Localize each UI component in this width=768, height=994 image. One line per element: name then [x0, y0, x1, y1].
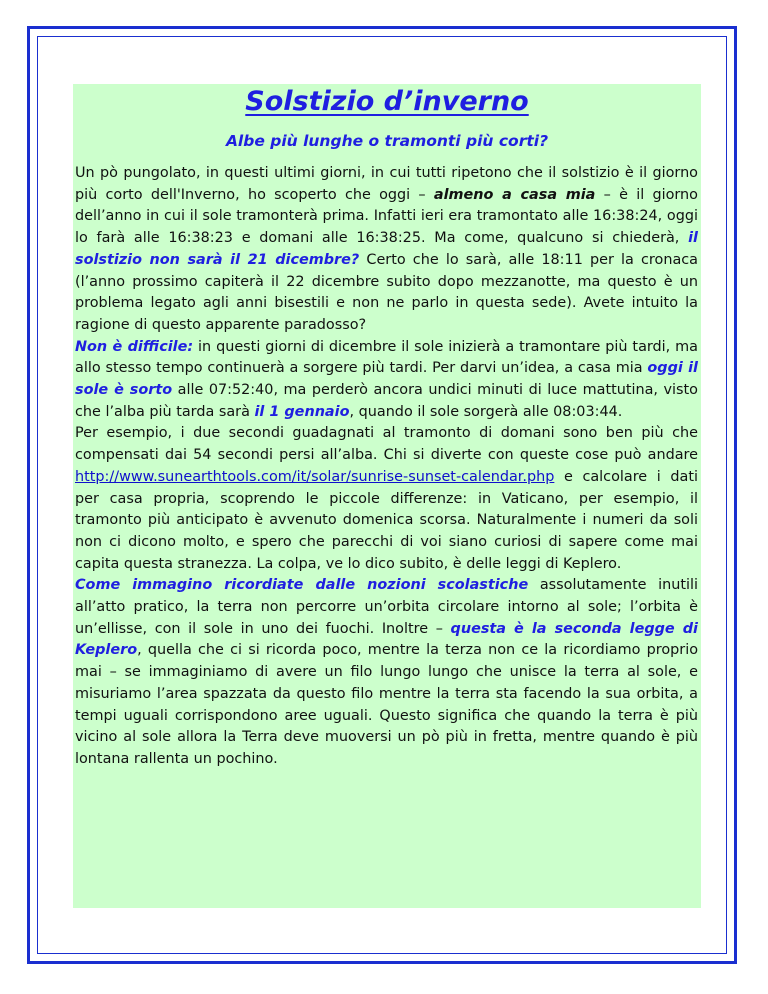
paragraph-3 [75, 423, 698, 575]
text: in questi giorni di dicembre il sole inizierà a tramontare più tardi, ma allo stesso tempo continuerà a sorgere più tardi. Per darvi un’idea, a casa mia [75, 338, 698, 377]
article-subtitle: Albe più lunghe o tramonti più corti? [225, 132, 549, 150]
paragraph-2 [75, 337, 698, 424]
text: e calcolare i dati per casa propria, scoprendo le piccole differenze: in Vaticano, per esempio, il tramonto più anticipato è avvenuto domenica scorsa. Naturalmente i numeri da soli non ci dicono molto, e spero che parecchi di voi siano curiosi di sapere come mai capita questa stranezza. La colpa, ve lo dico subito, è delle leggi di Keplero. [75, 468, 698, 572]
article-body [75, 163, 698, 771]
emphasis: questa è la seconda legge di Keplero [75, 620, 698, 659]
emphasis: almeno a casa mia [433, 186, 596, 203]
emphasis: Non è difficile: [75, 338, 194, 355]
text: assolutamente inutili all’atto pratico, la terra non percorre un’orbita circolare intorno al sole; l’orbita è un’ellisse, con il sole in uno dei fuochi. Inoltre – [75, 577, 698, 637]
text: , quando il sole sorgerà alle 08:03:44. [349, 403, 623, 420]
text: alle 07:52:40, ma perderò ancora undici minuti di luce mattutina, visto che l’alba più tarda sarà [75, 382, 698, 420]
emphasis: il solstizio non sarà il 21 dicembre? [75, 230, 698, 268]
paragraph-1 [75, 163, 698, 337]
sunearthtools-link[interactable]: http://www.sunearthtools.com/it/solar/sunrise-sunset-calendar.php [75, 468, 555, 485]
emphasis: il 1 gennaio [254, 403, 350, 420]
article-title: Solstizio d’inverno [245, 86, 529, 117]
text: Per esempio, i due secondi guadagnati al tramonto di domani sono ben più che compensati dai 54 secondi persi all’alba. Chi si diverte con queste cose può andare [75, 425, 698, 464]
text: , quella che ci si ricorda poco, mentre la terza non ce la ricordiamo proprio mai – se immaginiamo di avere un filo lungo lungo che unisce la terra al sole, e misuriamo l’area spazzata da questo filo mentre la terra sta facendo la sua orbita, a tempi uguali corrispondono aree uguali. Questo significa che quando la terra è più vicino al sole allora la Terra deve muoversi un pò più in fretta, mentre quando è più lontana rallenta un pochino. [75, 642, 698, 767]
text: – è il giorno dell’anno in cui il sole tramonterà prima. Infatti ieri era tramontato alle 16:38:24, oggi lo farà alle 16:38:23 e domani alle 16:38:25. Ma come, qualcuno si chiederà, [75, 186, 698, 247]
emphasis: oggi il sole è sorto [75, 360, 698, 399]
paragraph-4 [75, 575, 698, 770]
text: Certo che lo sarà, alle 18:11 per la cronaca (l’anno prossimo capiterà il 22 dicembre subito dopo mezzanotte, ma questo è un problema legato agli anni bisestili e non ne parlo in questa sede). Avete intuito la ragione di questo apparente paradosso? [75, 251, 698, 333]
text: Un pò pungolato, in questi ultimi giorni, in cui tutti ripetono che il solstizio è il giorno più corto dell'Inverno, ho scoperto che oggi – [75, 165, 698, 203]
emphasis: Come immagino ricordiate dalle nozioni scolastiche [75, 577, 529, 594]
